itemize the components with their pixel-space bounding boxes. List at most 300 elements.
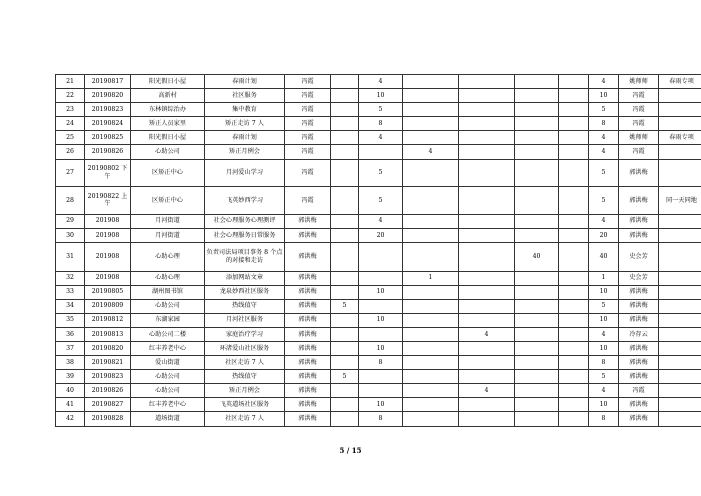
row-number: 34 xyxy=(56,299,85,313)
place-cell: 区矫正中心 xyxy=(131,187,205,215)
hours-col5 xyxy=(515,356,559,370)
person-cell: 冯霞 xyxy=(285,75,331,89)
teacher-cell: 冯霞 xyxy=(619,89,659,103)
teacher-cell: 冯霞 xyxy=(619,384,659,398)
hours-col6 xyxy=(559,384,589,398)
table-row xyxy=(56,271,701,285)
row-number: 37 xyxy=(56,342,85,356)
content-cell: 月河社区服务 xyxy=(205,313,285,327)
hours-col5 xyxy=(515,117,559,131)
hours-col5 xyxy=(515,214,559,228)
hours-col5 xyxy=(515,285,559,299)
remark-cell xyxy=(659,214,701,228)
person-cell: 郭洪梅 xyxy=(285,299,331,313)
hours-col2: 10 xyxy=(359,89,403,103)
hours-col3 xyxy=(403,214,459,228)
hours-col2 xyxy=(359,384,403,398)
hours-col6 xyxy=(559,242,589,271)
hours-col2: 8 xyxy=(359,117,403,131)
teacher-cell: 郭洪梅 xyxy=(619,228,659,242)
total-cell: 5 xyxy=(589,299,619,313)
hours-col3 xyxy=(403,370,459,384)
hours-col1 xyxy=(331,131,359,145)
date-cell: 20190825 xyxy=(85,131,131,145)
place-cell: 阳光假日小屋 xyxy=(131,75,205,89)
person-cell: 冯霞 xyxy=(285,187,331,215)
person-cell: 郭洪梅 xyxy=(285,285,331,299)
hours-col3: 4 xyxy=(403,145,459,159)
hours-col4 xyxy=(459,89,515,103)
table-row xyxy=(56,398,701,412)
person-cell: 郭洪梅 xyxy=(285,398,331,412)
table-row xyxy=(56,313,701,327)
hours-col3 xyxy=(403,228,459,242)
hours-col5 xyxy=(515,159,559,187)
table-row xyxy=(56,342,701,356)
place-cell: 月河街道 xyxy=(131,228,205,242)
hours-col1 xyxy=(331,271,359,285)
hours-col2 xyxy=(359,271,403,285)
person-cell: 冯霞 xyxy=(285,131,331,145)
date-cell: 20190821 xyxy=(85,356,131,370)
hours-col5 xyxy=(515,75,559,89)
hours-col2 xyxy=(359,327,403,341)
teacher-cell: 姚师师 xyxy=(619,131,659,145)
hours-col3 xyxy=(403,103,459,117)
person-cell: 郭洪梅 xyxy=(285,412,331,426)
content-cell: 矫正走访 7 人 xyxy=(205,117,285,131)
hours-col6 xyxy=(559,145,589,159)
table-row xyxy=(56,356,701,370)
hours-col1 xyxy=(331,398,359,412)
date-cell: 201908 xyxy=(85,228,131,242)
hours-col2 xyxy=(359,145,403,159)
person-cell: 郭洪梅 xyxy=(285,370,331,384)
total-cell: 8 xyxy=(589,117,619,131)
person-cell: 郭洪梅 xyxy=(285,242,331,271)
date-cell: 20190817 xyxy=(85,75,131,89)
total-cell: 4 xyxy=(589,75,619,89)
hours-col3 xyxy=(403,159,459,187)
remark-cell xyxy=(659,103,701,117)
place-cell: 区矫正中心 xyxy=(131,159,205,187)
total-cell: 5 xyxy=(589,187,619,215)
total-cell: 4 xyxy=(589,131,619,145)
hours-col2: 8 xyxy=(359,356,403,370)
person-cell: 郭洪梅 xyxy=(285,327,331,341)
place-cell: 湖州图书馆 xyxy=(131,285,205,299)
hours-col2: 4 xyxy=(359,214,403,228)
content-cell: 龙泉妙西社区服务 xyxy=(205,285,285,299)
content-cell: 矫正月例会 xyxy=(205,145,285,159)
content-cell: 春雨计划 xyxy=(205,131,285,145)
hours-col2: 8 xyxy=(359,412,403,426)
teacher-cell: 郭洪梅 xyxy=(619,398,659,412)
place-cell: 道场街道 xyxy=(131,412,205,426)
person-cell: 冯霞 xyxy=(285,145,331,159)
hours-col1 xyxy=(331,342,359,356)
hours-col2: 20 xyxy=(359,228,403,242)
table-row xyxy=(56,159,701,187)
row-number: 22 xyxy=(56,89,85,103)
hours-col1 xyxy=(331,117,359,131)
remark-cell xyxy=(659,242,701,271)
remark-cell xyxy=(659,159,701,187)
content-cell: 矫正月例会 xyxy=(205,384,285,398)
hours-col1 xyxy=(331,356,359,370)
table-row xyxy=(56,299,701,313)
hours-col5 xyxy=(515,384,559,398)
date-cell: 20190809 xyxy=(85,299,131,313)
table-row xyxy=(56,103,701,117)
hours-col4 xyxy=(459,299,515,313)
remark-cell xyxy=(659,285,701,299)
hours-col1 xyxy=(331,412,359,426)
place-cell: 阳光假日小屋 xyxy=(131,131,205,145)
date-cell: 20190828 xyxy=(85,412,131,426)
content-cell: 飞英妙西学习 xyxy=(205,187,285,215)
hours-col3 xyxy=(403,327,459,341)
date-cell: 201908 xyxy=(85,214,131,228)
table-row xyxy=(56,187,701,215)
hours-col6 xyxy=(559,89,589,103)
date-cell: 20190826 xyxy=(85,384,131,398)
teacher-cell: 郭洪梅 xyxy=(619,285,659,299)
remark-cell xyxy=(659,299,701,313)
remark-cell: 春雨专项 xyxy=(659,75,701,89)
remark-cell xyxy=(659,356,701,370)
table-row xyxy=(56,370,701,384)
hours-col4: 4 xyxy=(459,327,515,341)
table-row xyxy=(56,89,701,103)
hours-col4 xyxy=(459,159,515,187)
hours-col2 xyxy=(359,299,403,313)
teacher-cell: 郭洪梅 xyxy=(619,187,659,215)
table-row xyxy=(56,285,701,299)
hours-col2 xyxy=(359,370,403,384)
row-number: 35 xyxy=(56,313,85,327)
person-cell: 郭洪梅 xyxy=(285,356,331,370)
total-cell: 5 xyxy=(589,370,619,384)
hours-col4 xyxy=(459,271,515,285)
date-cell: 20190802 下午 xyxy=(85,159,131,187)
teacher-cell: 冯霞 xyxy=(619,145,659,159)
remark-cell xyxy=(659,398,701,412)
content-cell: 家庭治疗学习 xyxy=(205,327,285,341)
row-number: 33 xyxy=(56,285,85,299)
teacher-cell: 冷存云 xyxy=(619,327,659,341)
hours-col1 xyxy=(331,313,359,327)
hours-col2: 10 xyxy=(359,342,403,356)
hours-col3 xyxy=(403,356,459,370)
table-row xyxy=(56,327,701,341)
hours-col5 xyxy=(515,103,559,117)
table-row xyxy=(56,75,701,89)
hours-col4 xyxy=(459,187,515,215)
hours-col2 xyxy=(359,242,403,271)
teacher-cell: 郭洪梅 xyxy=(619,313,659,327)
remark-cell xyxy=(659,145,701,159)
date-cell: 20190822 上午 xyxy=(85,187,131,215)
hours-col1 xyxy=(331,214,359,228)
content-cell: 负责司法局项目事务 8 个点的对接和走访 xyxy=(205,242,285,271)
hours-col5 xyxy=(515,271,559,285)
hours-col2: 4 xyxy=(359,75,403,89)
table-row xyxy=(56,242,701,271)
row-number: 21 xyxy=(56,75,85,89)
total-cell: 8 xyxy=(589,412,619,426)
table-row xyxy=(56,131,701,145)
total-cell: 4 xyxy=(589,384,619,398)
date-cell: 20190823 xyxy=(85,370,131,384)
hours-col4 xyxy=(459,412,515,426)
place-cell: 高新村 xyxy=(131,89,205,103)
hours-col3 xyxy=(403,398,459,412)
hours-col5 xyxy=(515,412,559,426)
hours-col3 xyxy=(403,412,459,426)
hours-col4 xyxy=(459,131,515,145)
hours-col6 xyxy=(559,398,589,412)
content-cell: 社区走访 7 人 xyxy=(205,356,285,370)
hours-col4 xyxy=(459,398,515,412)
total-cell: 40 xyxy=(589,242,619,271)
row-number: 38 xyxy=(56,356,85,370)
hours-col6 xyxy=(559,159,589,187)
date-cell: 20190827 xyxy=(85,398,131,412)
hours-col1 xyxy=(331,384,359,398)
remark-cell xyxy=(659,327,701,341)
hours-col5 xyxy=(515,145,559,159)
row-number: 36 xyxy=(56,327,85,341)
page-number: 5 / 15 xyxy=(339,446,362,455)
table-row xyxy=(56,214,701,228)
hours-col1 xyxy=(331,103,359,117)
hours-col6 xyxy=(559,313,589,327)
table-row xyxy=(56,412,701,426)
hours-col1 xyxy=(331,242,359,271)
hours-col6 xyxy=(559,412,589,426)
person-cell: 冯霞 xyxy=(285,103,331,117)
teacher-cell: 郭洪梅 xyxy=(619,370,659,384)
hours-col6 xyxy=(559,356,589,370)
hours-col5 xyxy=(515,187,559,215)
remark-cell xyxy=(659,384,701,398)
place-cell: 矫正人员家里 xyxy=(131,117,205,131)
table-row xyxy=(56,117,701,131)
hours-col3 xyxy=(403,384,459,398)
hours-col4 xyxy=(459,145,515,159)
place-cell: 心助公司二楼 xyxy=(131,327,205,341)
hours-col2: 5 xyxy=(359,103,403,117)
place-cell: 东湖家园 xyxy=(131,313,205,327)
remark-cell xyxy=(659,228,701,242)
content-cell: 社会心理服务心理测评 xyxy=(205,214,285,228)
teacher-cell: 姚师师 xyxy=(619,75,659,89)
hours-col3 xyxy=(403,117,459,131)
content-cell: 环渚爱山社区服务 xyxy=(205,342,285,356)
hours-col1 xyxy=(331,327,359,341)
hours-col5 xyxy=(515,299,559,313)
hours-col6 xyxy=(559,187,589,215)
total-cell: 4 xyxy=(589,214,619,228)
hours-col4 xyxy=(459,75,515,89)
date-cell: 201908 xyxy=(85,242,131,271)
row-number: 30 xyxy=(56,228,85,242)
table-row xyxy=(56,384,701,398)
teacher-cell: 郭洪梅 xyxy=(619,342,659,356)
total-cell: 10 xyxy=(589,342,619,356)
place-cell: 心助公司 xyxy=(131,370,205,384)
row-number: 25 xyxy=(56,131,85,145)
hours-col3 xyxy=(403,187,459,215)
hours-col4 xyxy=(459,242,515,271)
row-number: 31 xyxy=(56,242,85,271)
hours-col5 xyxy=(515,342,559,356)
hours-col4 xyxy=(459,103,515,117)
place-cell: 红丰养老中心 xyxy=(131,398,205,412)
hours-col4 xyxy=(459,342,515,356)
teacher-cell: 郭洪梅 xyxy=(619,356,659,370)
hours-col4 xyxy=(459,356,515,370)
table-row xyxy=(56,145,701,159)
teacher-cell: 史会芳 xyxy=(619,271,659,285)
content-cell: 添加网站文章 xyxy=(205,271,285,285)
row-number: 24 xyxy=(56,117,85,131)
row-number: 26 xyxy=(56,145,85,159)
hours-col6 xyxy=(559,75,589,89)
teacher-cell: 冯霞 xyxy=(619,117,659,131)
hours-col6 xyxy=(559,370,589,384)
person-cell: 郭洪梅 xyxy=(285,384,331,398)
teacher-cell: 郭洪梅 xyxy=(619,412,659,426)
total-cell: 10 xyxy=(589,285,619,299)
place-cell: 心助心理 xyxy=(131,242,205,271)
hours-col5 xyxy=(515,89,559,103)
place-cell: 爱山街道 xyxy=(131,356,205,370)
hours-col6 xyxy=(559,131,589,145)
hours-col6 xyxy=(559,103,589,117)
hours-col1 xyxy=(331,75,359,89)
place-cell: 心助公司 xyxy=(131,145,205,159)
hours-col5 xyxy=(515,228,559,242)
hours-col5 xyxy=(515,398,559,412)
hours-col3 xyxy=(403,313,459,327)
hours-col1 xyxy=(331,285,359,299)
content-cell: 集中教育 xyxy=(205,103,285,117)
total-cell: 4 xyxy=(589,327,619,341)
hours-col3 xyxy=(403,131,459,145)
row-number: 29 xyxy=(56,214,85,228)
hours-col2: 5 xyxy=(359,187,403,215)
hours-col5 xyxy=(515,313,559,327)
hours-col3: 1 xyxy=(403,271,459,285)
hours-col2: 10 xyxy=(359,398,403,412)
row-number: 28 xyxy=(56,187,85,215)
date-cell: 20190805 xyxy=(85,285,131,299)
row-number: 41 xyxy=(56,398,85,412)
content-cell: 热线值守 xyxy=(205,299,285,313)
hours-col1 xyxy=(331,228,359,242)
hours-col2: 5 xyxy=(359,159,403,187)
hours-col3 xyxy=(403,242,459,271)
content-cell: 春雨计划 xyxy=(205,75,285,89)
remark-cell xyxy=(659,271,701,285)
hours-col2: 10 xyxy=(359,313,403,327)
hours-col6 xyxy=(559,299,589,313)
hours-col6 xyxy=(559,117,589,131)
person-cell: 郭洪梅 xyxy=(285,313,331,327)
date-cell: 20190824 xyxy=(85,117,131,131)
total-cell: 10 xyxy=(589,398,619,412)
total-cell: 8 xyxy=(589,356,619,370)
teacher-cell: 史会芳 xyxy=(619,242,659,271)
teacher-cell: 郭洪梅 xyxy=(619,159,659,187)
hours-col4: 4 xyxy=(459,384,515,398)
row-number: 40 xyxy=(56,384,85,398)
hours-col6 xyxy=(559,271,589,285)
hours-col4 xyxy=(459,228,515,242)
total-cell: 10 xyxy=(589,89,619,103)
table-row xyxy=(56,228,701,242)
hours-col6 xyxy=(559,228,589,242)
teacher-cell: 郭洪梅 xyxy=(619,299,659,313)
total-cell: 1 xyxy=(589,271,619,285)
hours-col1 xyxy=(331,159,359,187)
date-cell: 20190820 xyxy=(85,342,131,356)
total-cell: 5 xyxy=(589,103,619,117)
place-cell: 东林镇综治办 xyxy=(131,103,205,117)
hours-col5 xyxy=(515,327,559,341)
date-cell: 20190813 xyxy=(85,327,131,341)
total-cell: 4 xyxy=(589,145,619,159)
hours-col3 xyxy=(403,89,459,103)
content-cell: 社会心理服务日常服务 xyxy=(205,228,285,242)
remark-cell xyxy=(659,117,701,131)
remark-cell xyxy=(659,342,701,356)
content-cell: 社区服务 xyxy=(205,89,285,103)
total-cell: 10 xyxy=(589,313,619,327)
hours-col1 xyxy=(331,187,359,215)
remark-cell xyxy=(659,89,701,103)
hours-col6 xyxy=(559,214,589,228)
content-cell: 飞英道场社区服务 xyxy=(205,398,285,412)
hours-col6 xyxy=(559,342,589,356)
person-cell: 郭洪梅 xyxy=(285,342,331,356)
hours-col4 xyxy=(459,117,515,131)
remark-cell xyxy=(659,370,701,384)
hours-col3 xyxy=(403,342,459,356)
total-cell: 5 xyxy=(589,159,619,187)
hours-col5 xyxy=(515,370,559,384)
row-number: 32 xyxy=(56,271,85,285)
person-cell: 冯霞 xyxy=(285,117,331,131)
teacher-cell: 郭洪梅 xyxy=(619,214,659,228)
date-cell: 201908 xyxy=(85,271,131,285)
remark-cell: 春雨专项 xyxy=(659,131,701,145)
place-cell: 心助公司 xyxy=(131,299,205,313)
hours-col3 xyxy=(403,285,459,299)
date-cell: 20190820 xyxy=(85,89,131,103)
teacher-cell: 冯霞 xyxy=(619,103,659,117)
date-cell: 20190823 xyxy=(85,103,131,117)
remark-cell: 同一天同地 xyxy=(659,187,701,215)
hours-col4 xyxy=(459,313,515,327)
hours-col1 xyxy=(331,89,359,103)
hours-col3 xyxy=(403,75,459,89)
place-cell: 红丰养老中心 xyxy=(131,342,205,356)
hours-col4 xyxy=(459,285,515,299)
total-cell: 20 xyxy=(589,228,619,242)
